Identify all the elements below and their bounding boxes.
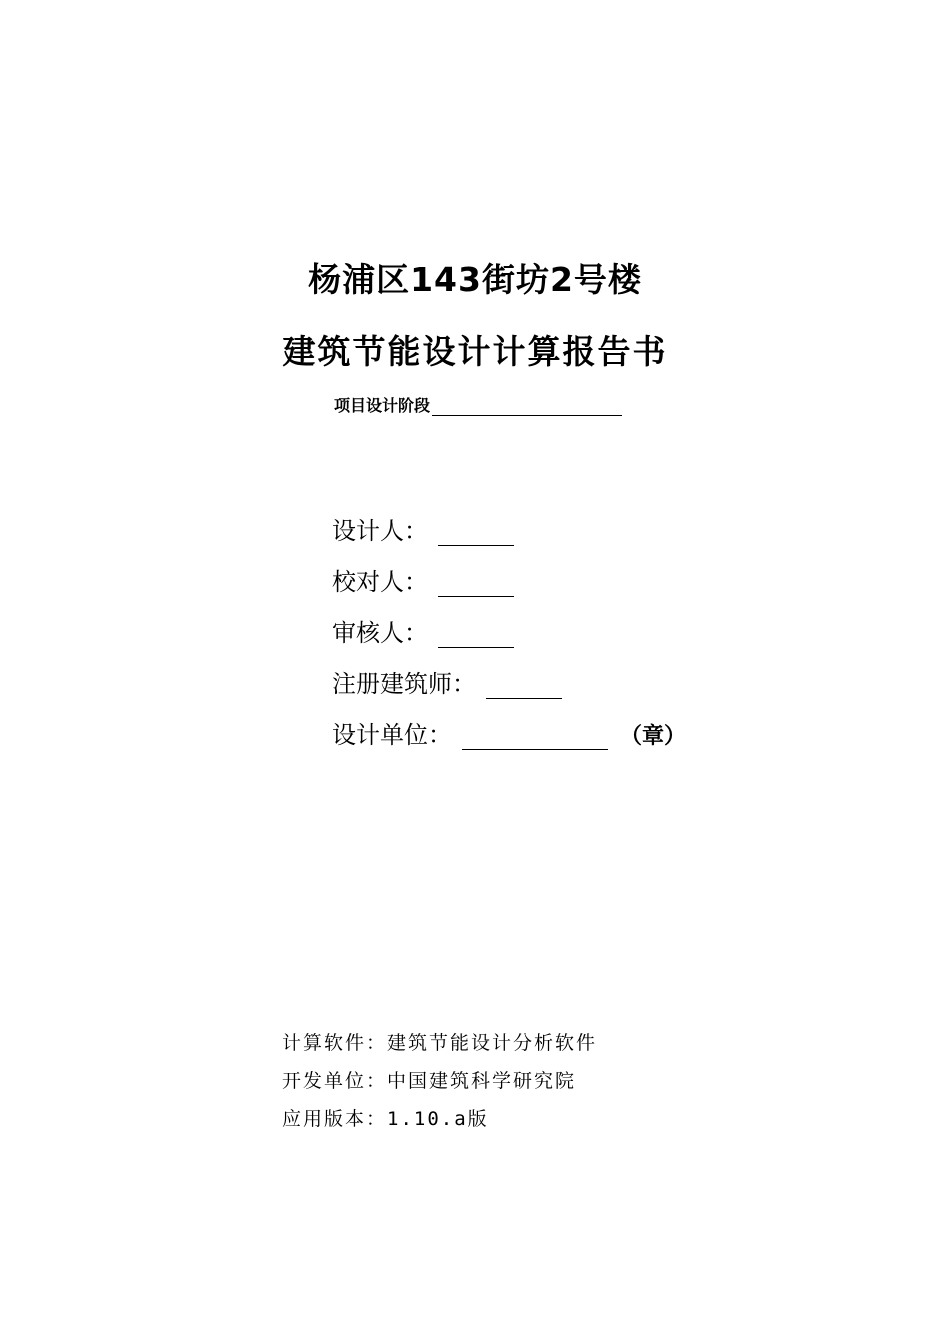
version-info-row (282, 1104, 489, 1132)
developer-info-row (282, 1066, 576, 1094)
software-info-row (282, 1028, 597, 1056)
design-unit-label: 设计单位： (332, 721, 452, 749)
designer-label: 设计人： (332, 517, 428, 545)
developer-label: 开发单位： (282, 1070, 388, 1092)
checker-row (332, 563, 514, 597)
designer-blank[interactable] (438, 521, 514, 546)
design-stage-blank[interactable] (432, 397, 622, 416)
developer-value: 中国建筑科学研究院 (387, 1070, 577, 1092)
software-label: 计算软件： (282, 1032, 388, 1054)
design-stage-row (334, 392, 622, 416)
version-value: 1.10.a版 (387, 1108, 489, 1130)
reviewer-label: 审核人： (332, 619, 428, 647)
reviewer-blank[interactable] (438, 623, 514, 648)
version-label: 应用版本： (282, 1108, 388, 1130)
software-value: 建筑节能设计分析软件 (387, 1032, 598, 1054)
registered-architect-row (332, 665, 562, 699)
report-title-document: 建筑节能设计计算报告书 (282, 332, 668, 371)
seal-note: （章） (620, 724, 687, 749)
report-title-project: 杨浦区143街坊2号楼 (308, 260, 642, 299)
checker-blank[interactable] (438, 572, 514, 597)
checker-label: 校对人： (332, 568, 428, 596)
registered-architect-label: 注册建筑师： (332, 670, 476, 698)
design-unit-blank[interactable] (462, 725, 608, 750)
registered-architect-blank[interactable] (486, 674, 562, 699)
design-stage-label: 项目设计阶段 (334, 396, 431, 415)
reviewer-row (332, 614, 514, 648)
designer-row (332, 512, 514, 546)
design-unit-row (332, 716, 686, 750)
